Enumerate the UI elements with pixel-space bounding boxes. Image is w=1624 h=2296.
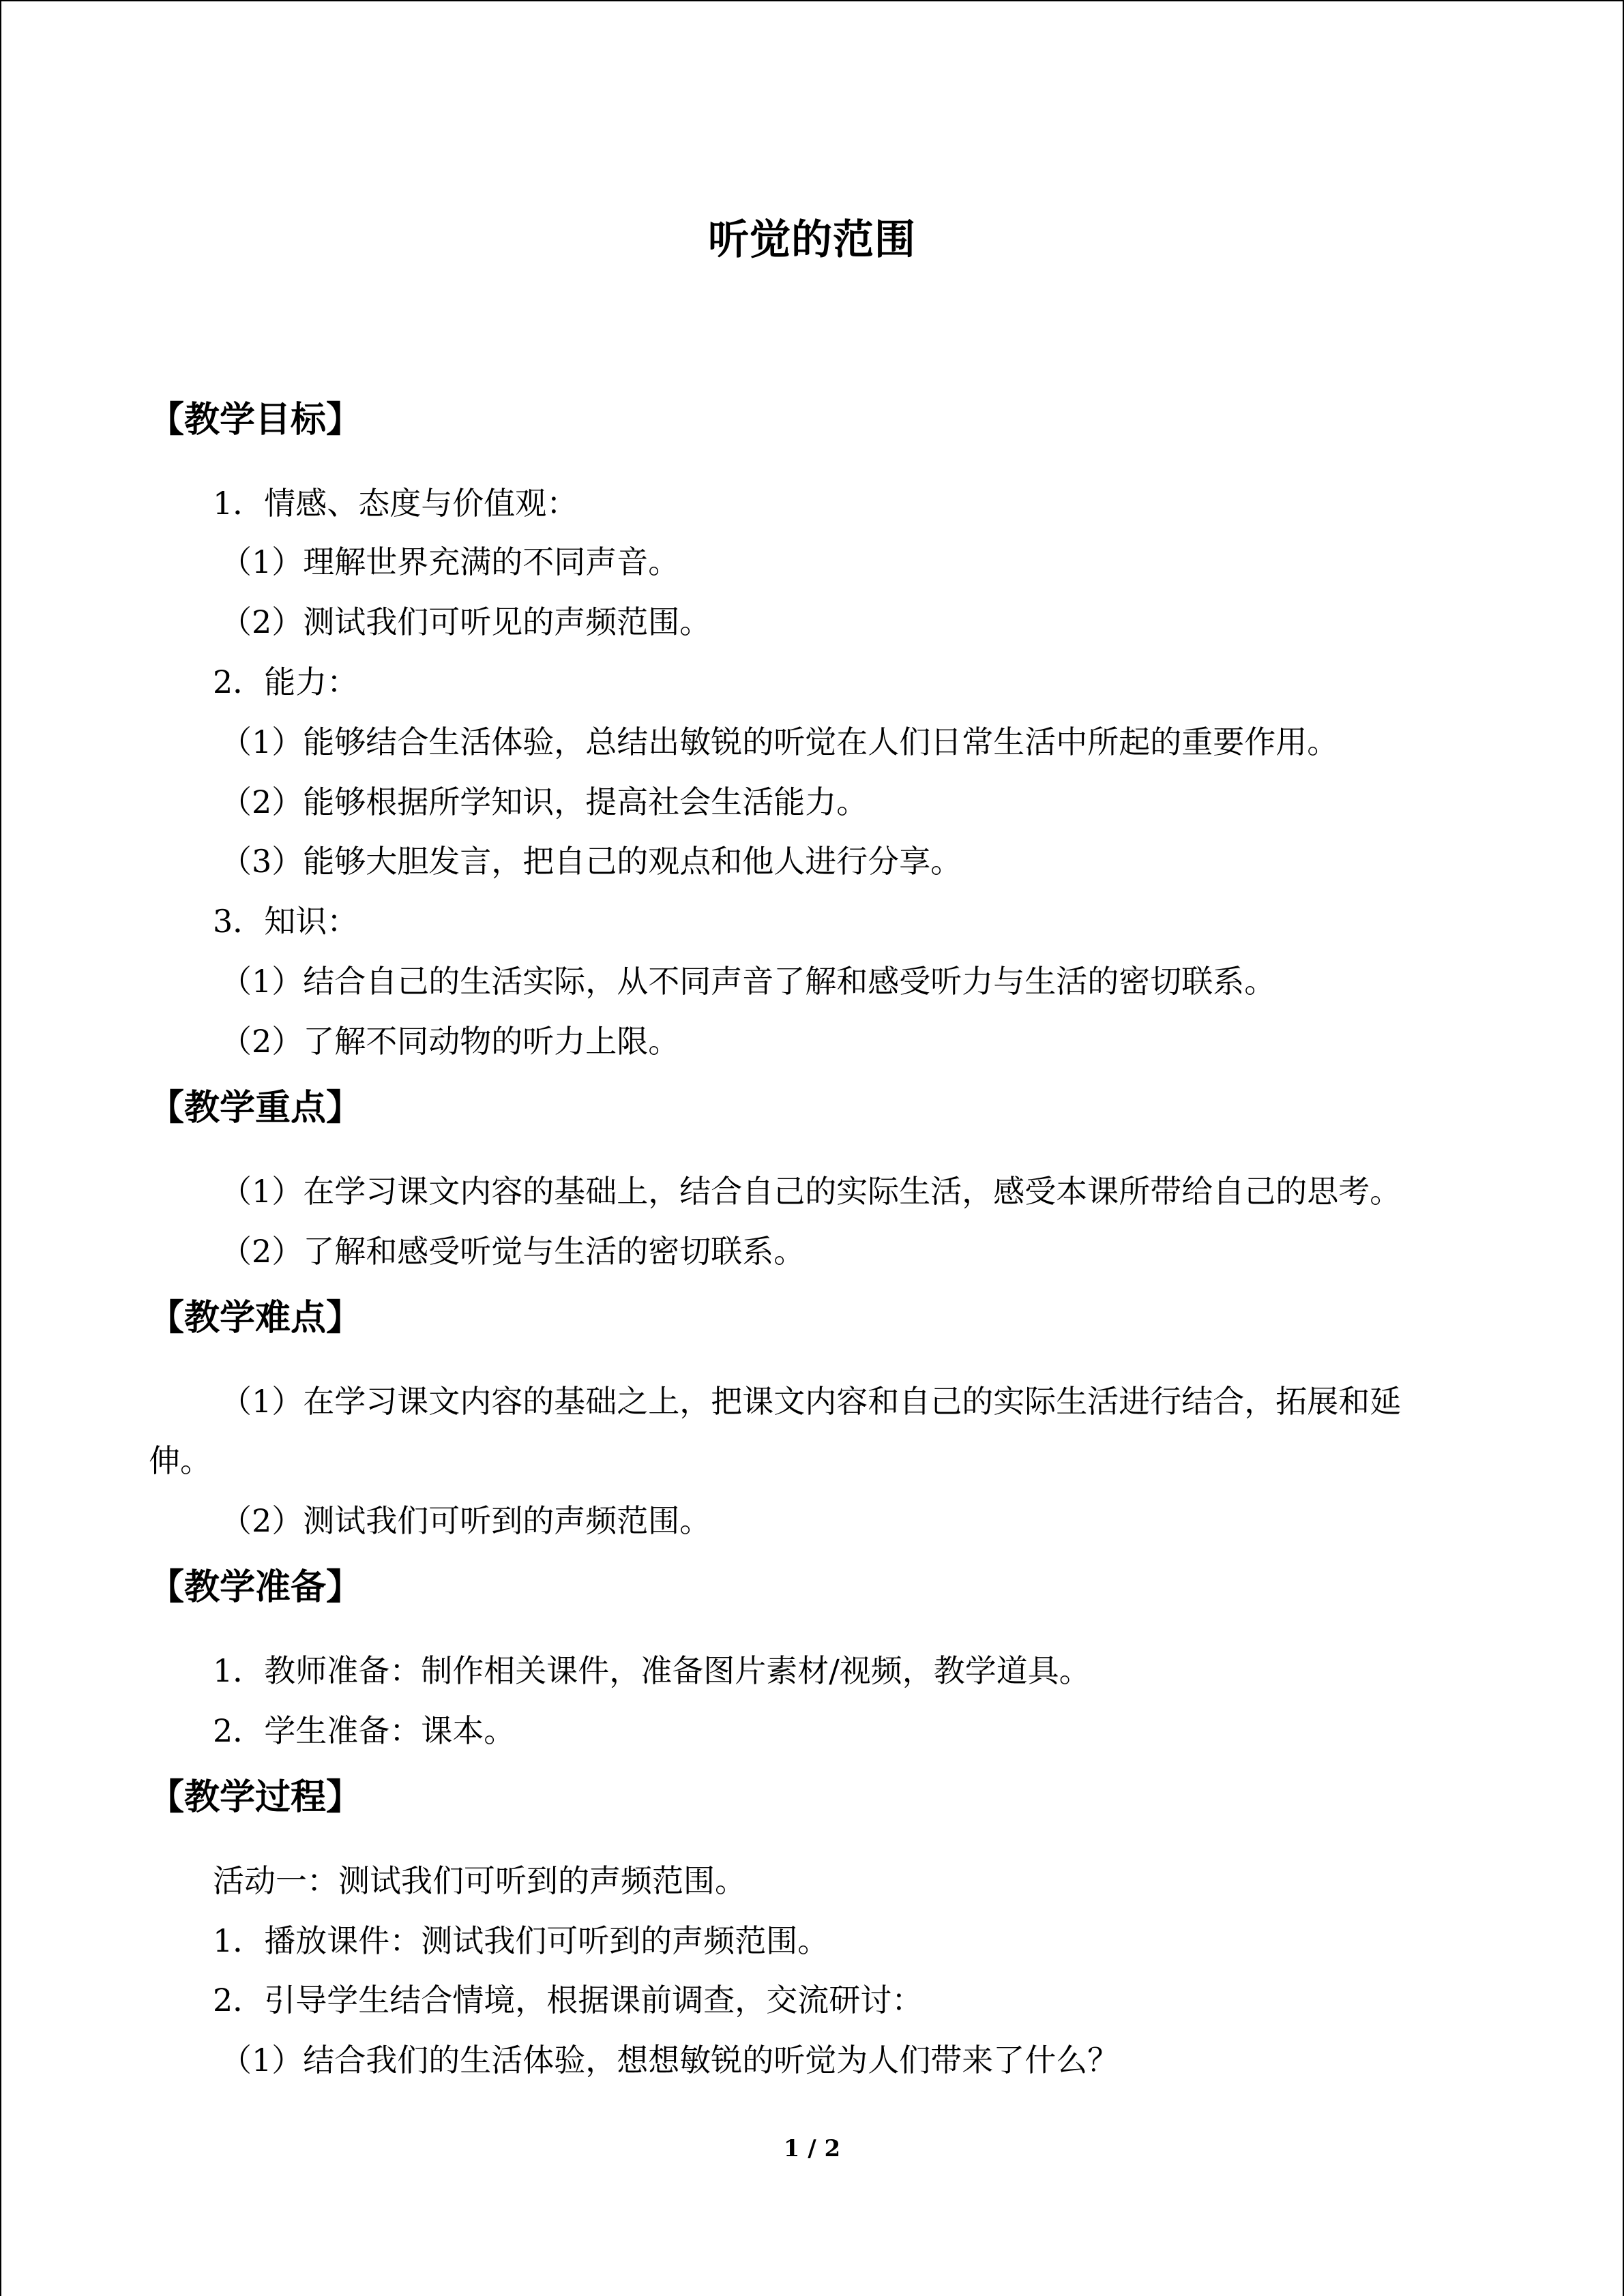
section-heading-preparation: 【教学准备】	[149, 1566, 362, 1608]
key-points-line: （1）在学习课文内容的基础上，结合自己的实际生活，感受本课所带给自己的思考。	[220, 1173, 1402, 1210]
goals-line: （3）能够大胆发言，把自己的观点和他人进行分享。	[220, 843, 962, 880]
section-heading-key-points: 【教学重点】	[149, 1087, 362, 1129]
section-heading-process: 【教学过程】	[149, 1776, 362, 1818]
section-heading-difficulties: 【教学难点】	[149, 1297, 362, 1339]
page-number: 1 / 2	[783, 2135, 841, 2162]
difficulties-line: 伸。	[149, 1442, 211, 1479]
key-points-line: （2）了解和感受听觉与生活的密切联系。	[220, 1233, 806, 1270]
process-line: （1）结合我们的生活体验，想想敏锐的听觉为人们带来了什么？	[220, 2042, 1119, 2078]
goals-line: （1）理解世界充满的不同声音。	[220, 543, 680, 580]
goals-line: （2）测试我们可听见的声频范围。	[220, 603, 711, 640]
page-title: 听觉的范围	[708, 216, 916, 264]
process-line: 1．播放课件：测试我们可听到的声频范围。	[213, 1922, 829, 1959]
goals-line: （1）结合自己的生活实际，从不同声音了解和感受听力与生活的密切联系。	[220, 963, 1276, 1000]
goals-line: 3．知识：	[213, 903, 359, 940]
goals-line: 2．能力：	[213, 664, 359, 700]
goals-line: （2）能够根据所学知识，提高社会生活能力。	[220, 784, 868, 820]
goals-line: （2）了解不同动物的听力上限。	[220, 1023, 680, 1060]
difficulties-line: （1）在学习课文内容的基础之上，把课文内容和自己的实际生活进行结合，拓展和延	[220, 1383, 1402, 1420]
section-heading-goals: 【教学目标】	[149, 399, 362, 441]
goals-line: （1）能够结合生活体验，总结出敏锐的听觉在人们日常生活中所起的重要作用。	[220, 724, 1339, 760]
preparation-line: 2．学生准备：课本。	[213, 1712, 516, 1749]
process-line: 2．引导学生结合情境，根据课前调查，交流研讨：	[213, 1982, 924, 2018]
preparation-line: 1．教师准备：制作相关课件，准备图片素材/视频，教学道具。	[213, 1652, 1091, 1689]
difficulties-line: （2）测试我们可听到的声频范围。	[220, 1502, 711, 1539]
goals-line: 1．情感、态度与价值观：	[213, 485, 578, 522]
process-line: 活动一：测试我们可听到的声频范围。	[213, 1862, 746, 1899]
